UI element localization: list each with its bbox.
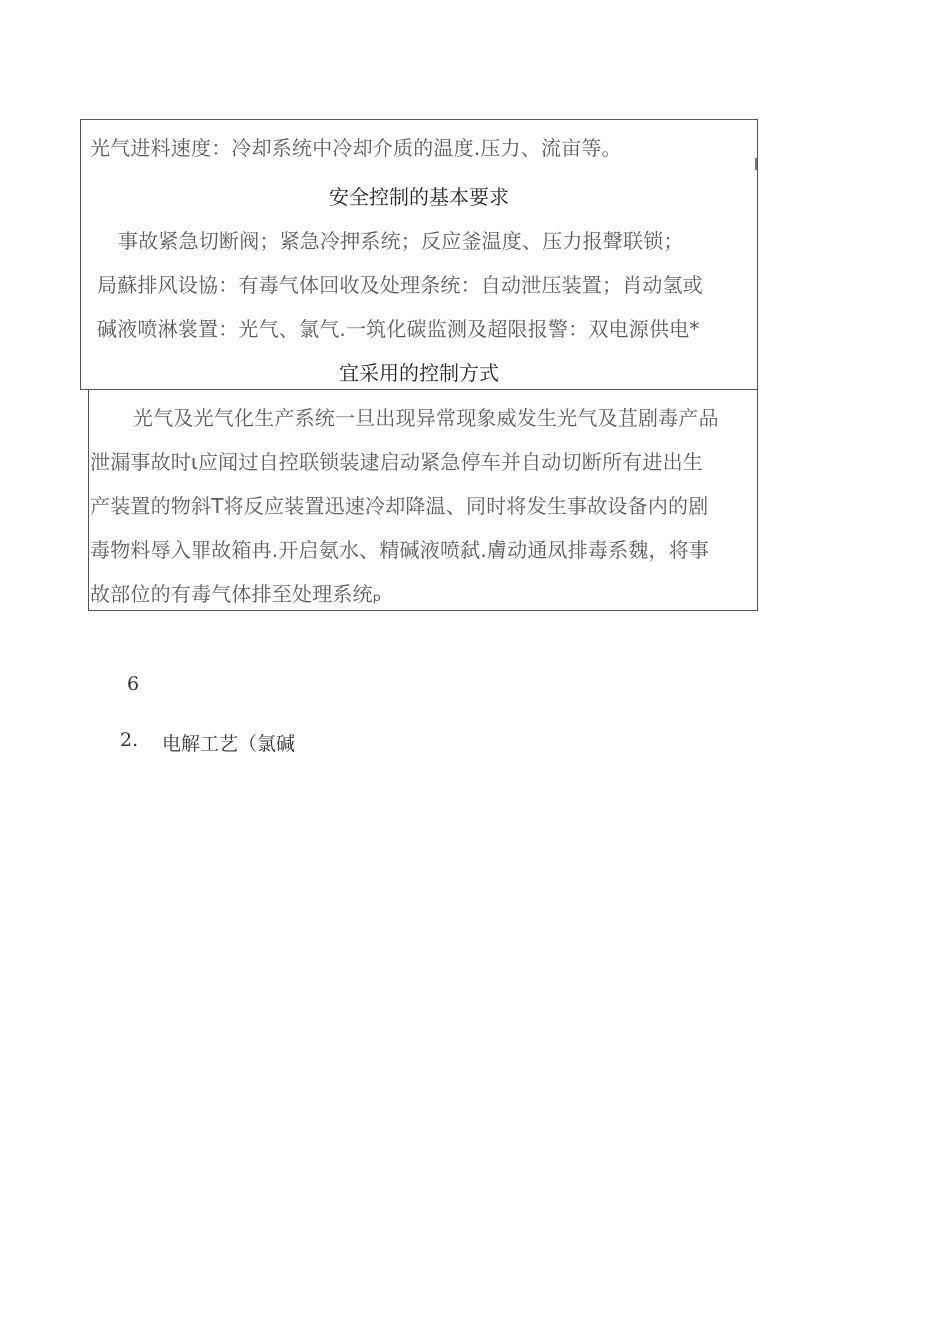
section-title: 电解工艺（氯碱 xyxy=(162,733,296,755)
control-line-1: 光气及光气化生产系统一旦出现异常现象威发生光气及苴剧毒产品 xyxy=(133,406,719,430)
control-line-2: 泄漏事故时ι应闻过自控联锁装逮启动紧急停车并自动切断所有进出生 xyxy=(90,450,703,474)
control-line-5: 故部位的有毒气体排至处理系统ₚ xyxy=(90,582,382,606)
monitoring-parameters-text: 光气进料速度：冷却系统中冷却介质的温度.压力、流亩等。 xyxy=(90,136,622,160)
requirement-line-2: 局蘇排风设協：有毒气体回收及处理条统：自动泄压装置；肖动氢或 xyxy=(97,273,703,297)
border-mark xyxy=(755,158,757,170)
requirement-line-3: 碱液喷淋裳置：光气、氯气.一筑化碳监测及超限报警：双电源供电* xyxy=(97,317,700,341)
section-number: 2. xyxy=(120,729,139,751)
page-number: 6 xyxy=(127,673,140,695)
basic-requirements-heading: 安全控制的基本要求 xyxy=(329,185,509,209)
control-line-3: 产装置的物斜T将反应装置迅速冷却降温、同时将发生事故设备内的剧 xyxy=(90,494,709,518)
control-line-4: 毒物料辱入罪故箱冉.开启氨水、精碱液喷弑.膚动通凤排毒系魏，将事 xyxy=(90,538,710,562)
requirement-line-1: 事故紧急切断阀；紧急冷押系统；反应釜温度、压力报聲联锁； xyxy=(118,229,684,253)
control-method-heading: 宜采用的控制方式 xyxy=(339,361,499,385)
